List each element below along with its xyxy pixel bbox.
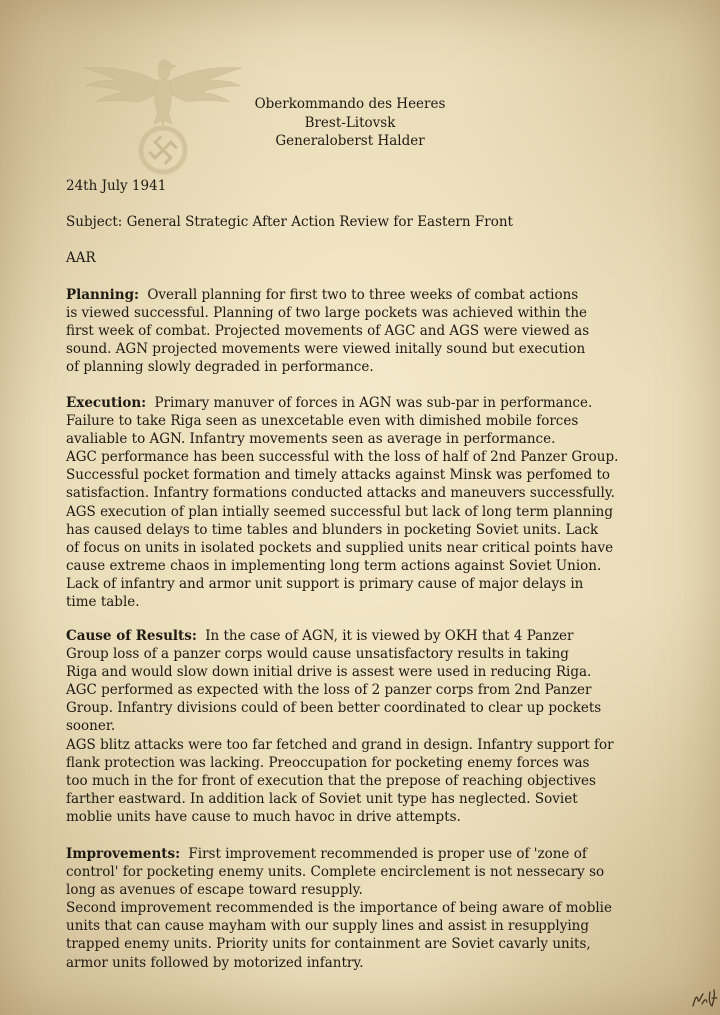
paragraph-line: Group. Infantry divisions could of been better coordinated to clear up pockets [66,700,602,717]
document-type-label: AAR [66,250,96,266]
letterhead-location: Brest-Litovsk [304,114,396,131]
paragraph-line: flank protection was lacking. Preoccupation for pocketing enemy forces was [66,754,590,771]
paragraph-line: trapped enemy units. Priority units for containment are Soviet cavarly units, [66,936,591,953]
section-planning [66,286,686,376]
paragraph-line: AGC performance has been successful with the loss of half of 2nd Panzer Group. [66,449,619,466]
paragraph-line: satisfaction. Infantry formations conducted attacks and maneuvers successfully. [66,485,615,502]
paragraph-line: avaliable to AGN. Infantry movements seen as average in performance. [66,431,556,448]
section-heading-execution: Execution: [66,395,147,411]
section-cause-of-results [66,627,686,826]
paragraph-line: of planning slowly degraded in performance. [66,359,374,376]
paragraph-line: Primary manuver of forces in AGN was sub-par in performance. [154,395,593,411]
paragraph-line: Group loss of a panzer corps would cause unsatisfactory results in taking [66,646,569,663]
paragraph-line: In the case of AGN, it is viewed by OKH that 4 Panzer [205,628,574,644]
letterhead-organization: Oberkommando des Heeres [254,96,446,112]
signature-initials-icon [690,986,718,1010]
document-date: 24th July 1941 [66,178,167,194]
letterhead [200,95,500,151]
paragraph-line: moblie units have cause to much havoc in drive attempts. [66,808,461,825]
paragraph-line: First improvement recommended is proper use of 'zone of [188,846,587,862]
letterhead-author: Generaloberst Halder [275,133,425,149]
paragraph-line: of focus on units in isolated pockets and supplied units near critical points have [66,539,614,556]
paragraph-line: units that can cause mayham with our supply lines and assist in resupplying [66,918,589,935]
paragraph-line: first week of combat. Projected movements of AGC and AGS were viewed as [66,323,590,340]
paragraph-line: armor units followed by motorized infantry. [66,954,364,971]
paragraph-line: Lack of infantry and armor unit support is primary cause of major delays in [66,575,584,592]
document-subject: Subject: General Strategic After Action Review for Eastern Front [66,214,513,230]
section-execution [66,394,686,611]
paragraph-line: time table. [66,594,140,611]
paragraph-line: AGC performed as expected with the loss of 2 panzer corps from 2nd Panzer [66,682,592,699]
paragraph-line: Successful pocket formation and timely attacks against Minsk was perfomed to [66,467,611,484]
paragraph-line: AGS execution of plan intially seemed successful but lack of long term planning [66,503,614,520]
section-heading-planning: Planning: [66,287,140,303]
paragraph-line: sooner. [66,718,116,735]
paragraph-line: Riga and would slow down initial drive is assest were used in reducing Riga. [66,664,592,681]
paragraph-line: AGS blitz attacks were too far fetched and grand in design. Infantry support for [66,736,614,753]
paragraph-line: Failure to take Riga seen as unexcetable even with dimished mobile forces [66,413,579,430]
paragraph-line: is viewed successful. Planning of two large pockets was achieved within the [66,305,588,322]
paragraph-line: Second improvement recommended is the importance of being aware of moblie [66,900,612,917]
paragraph-line: cause extreme chaos in implementing long term actions against Soviet Union. [66,557,602,574]
section-heading-improvements: Improvements: [66,846,181,862]
section-heading-cause: Cause of Results: [66,628,197,644]
paragraph-line: too much in the for front of execution that the prepose of reaching objectives [66,772,596,789]
paragraph-line: long as avenues of escape toward resupply. [66,882,363,899]
paragraph-line: farther eastward. In addition lack of Soviet unit type has neglected. Soviet [66,790,578,807]
paragraph-line: control' for pocketing enemy units. Complete encirclement is not nessecary so [66,864,605,881]
paragraph-line: Overall planning for first two to three weeks of combat actions [147,287,579,303]
paragraph-line: sound. AGN projected movements were viewed initally sound but execution [66,341,586,358]
paragraph-line: has caused delays to time tables and blunders in pocketing Soviet units. Lack [66,521,599,538]
section-improvements [66,845,686,972]
